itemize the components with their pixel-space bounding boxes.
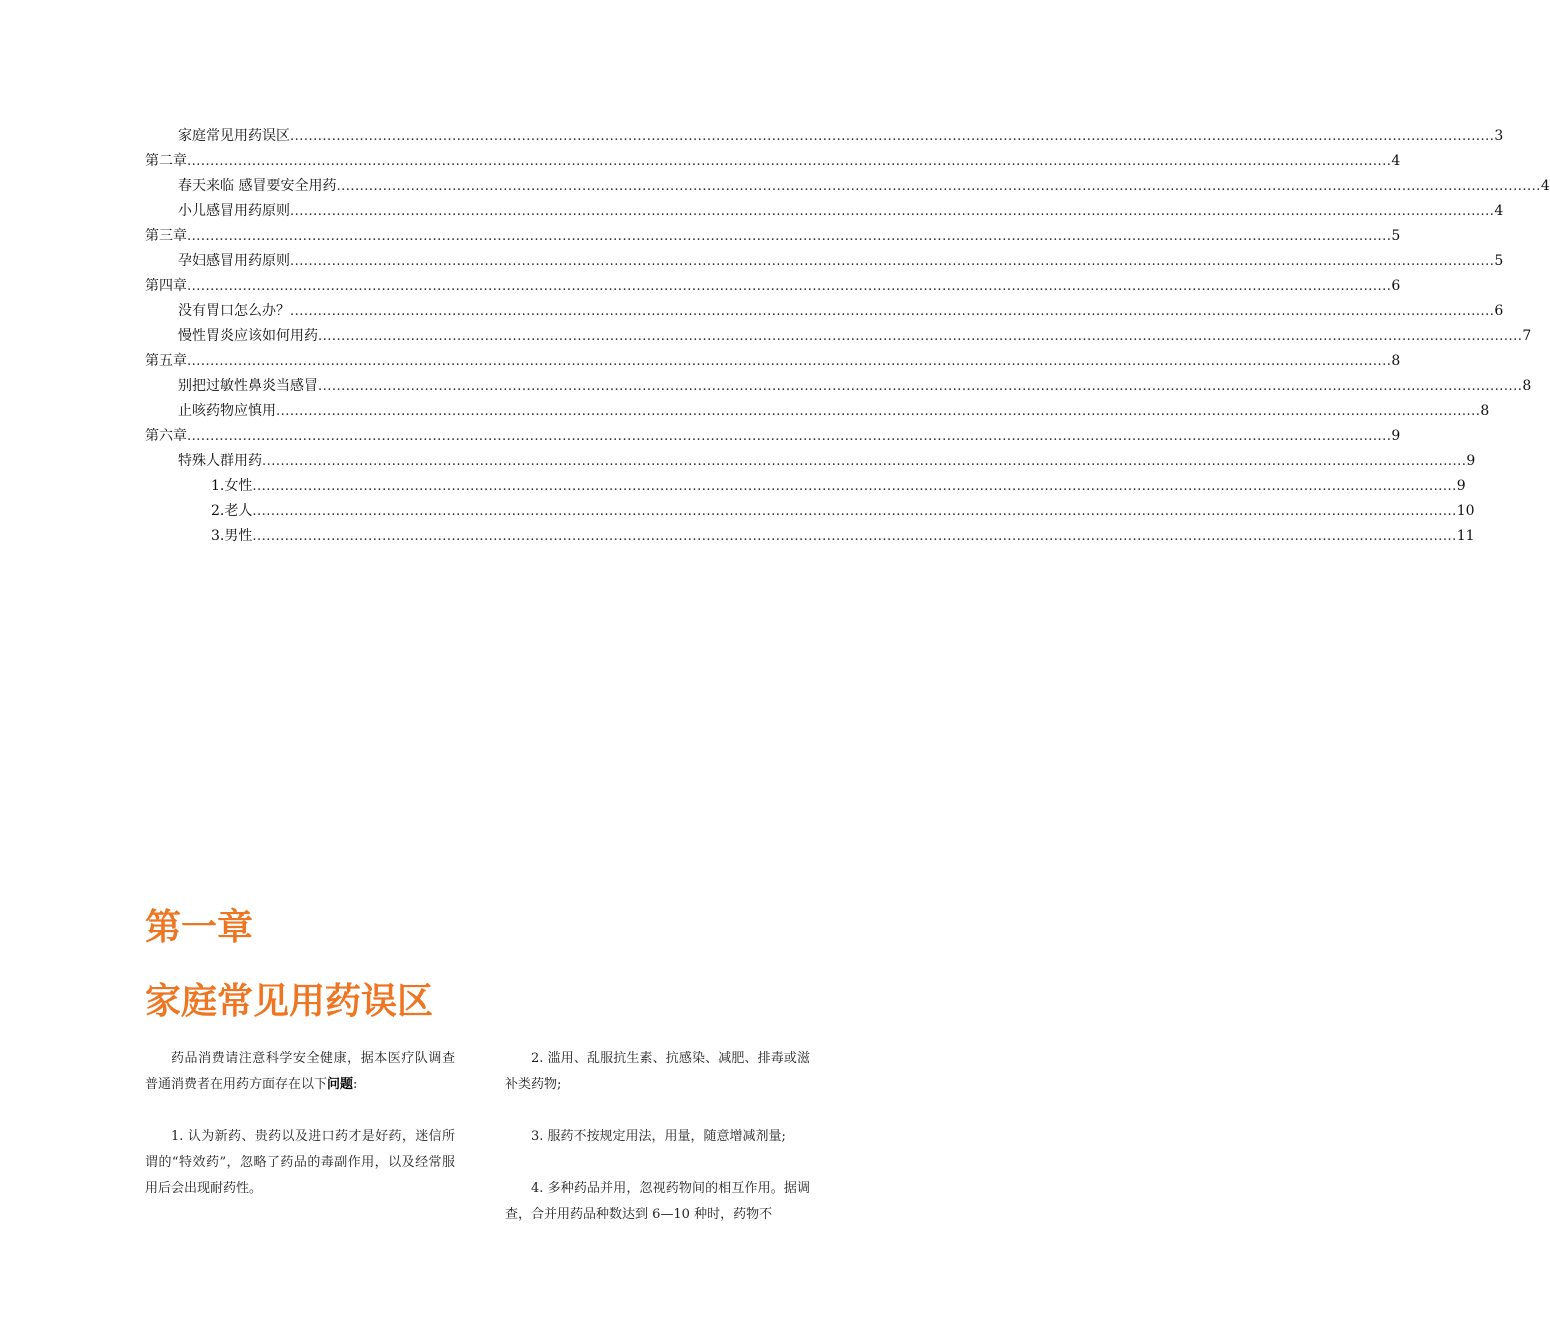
- toc-entry-title: 春天来临 感冒要安全用药: [178, 178, 337, 194]
- toc-entry-title: 第四章: [145, 278, 187, 294]
- toc-entry[interactable]: [145, 424, 1401, 449]
- toc-entry-title: 3.男性: [211, 528, 253, 544]
- toc-page-number: 9: [1456, 478, 1466, 494]
- toc-entry[interactable]: [145, 149, 1401, 174]
- misconception-item-2: 2. 滥用、乱服抗生素、抗感染、减肥、排毒或滋补类药物;: [505, 1051, 810, 1092]
- toc-entry-title: 2.老人: [211, 503, 253, 519]
- toc-entry[interactable]: [145, 399, 1490, 424]
- toc-dot-leader: ....................................................................................................................................................................................................................................................................: [187, 279, 1392, 294]
- toc-dot-leader: ....................................................................................................................................................................................................................................................................: [187, 154, 1392, 169]
- toc-page-number: 8: [1522, 378, 1532, 394]
- toc-entry[interactable]: [145, 499, 1475, 524]
- toc-dot-leader: ....................................................................................................................................................................................................................................................................: [290, 129, 1495, 144]
- intro-text: 药品消费请注意科学安全健康，据本医疗队调查普通消费者在用药方面存在以下: [145, 1051, 455, 1092]
- toc-dot-leader: ....................................................................................................................................................................................................................................................................: [252, 479, 1457, 494]
- toc-dot-leader: ....................................................................................................................................................................................................................................................................: [336, 179, 1541, 194]
- toc-entry-title: 第三章: [145, 228, 187, 244]
- toc-entry[interactable]: [145, 449, 1476, 474]
- toc-entry[interactable]: [145, 299, 1504, 324]
- toc-page-number: 8: [1480, 403, 1490, 419]
- toc-page-number: 4: [1540, 178, 1550, 194]
- toc-dot-leader: ....................................................................................................................................................................................................................................................................: [187, 354, 1392, 369]
- toc-page-number: 4: [1494, 203, 1504, 219]
- toc-entry[interactable]: [145, 524, 1475, 549]
- intro-end: :: [353, 1077, 358, 1092]
- toc-entry[interactable]: [145, 474, 1466, 499]
- toc-entry[interactable]: [145, 324, 1532, 349]
- toc-entry[interactable]: [145, 349, 1401, 374]
- toc-page-number: 4: [1391, 153, 1401, 169]
- toc-entry-title: 第五章: [145, 353, 187, 369]
- toc-page-number: 3: [1494, 128, 1504, 144]
- toc-dot-leader: ....................................................................................................................................................................................................................................................................: [276, 404, 1481, 419]
- toc-dot-leader: ....................................................................................................................................................................................................................................................................: [290, 254, 1495, 269]
- toc-dot-leader: ....................................................................................................................................................................................................................................................................: [318, 379, 1523, 394]
- toc-entry[interactable]: [145, 374, 1532, 399]
- table-of-contents: [145, 124, 1550, 549]
- misconception-item-1: 1. 认为新药、贵药以及进口药才是好药，迷信所谓的“特效药”，忽略了药品的毒副作用，以及经常服用后会出现耐药性。: [145, 1129, 455, 1196]
- right-column: [505, 1046, 810, 1228]
- toc-dot-leader: ....................................................................................................................................................................................................................................................................: [252, 529, 1457, 544]
- toc-entry-title: 孕妇感冒用药原则: [178, 253, 290, 269]
- toc-page-number: 6: [1391, 278, 1401, 294]
- toc-entry-title: 第六章: [145, 428, 187, 444]
- toc-dot-leader: ....................................................................................................................................................................................................................................................................: [187, 229, 1392, 244]
- toc-dot-leader: ....................................................................................................................................................................................................................................................................: [262, 454, 1467, 469]
- left-column: [145, 1046, 455, 1202]
- toc-page-number: 7: [1522, 328, 1532, 344]
- toc-dot-leader: ....................................................................................................................................................................................................................................................................: [290, 204, 1495, 219]
- toc-page-number: 8: [1391, 353, 1401, 369]
- toc-entry[interactable]: [145, 274, 1401, 299]
- intro-paragraph: [145, 1046, 455, 1098]
- toc-entry-title: 第二章: [145, 153, 187, 169]
- toc-entry-title: 小儿感冒用药原则: [178, 203, 290, 219]
- toc-entry-title: 慢性胃炎应该如何用药: [178, 328, 318, 344]
- misconception-item-4: 4. 多种药品并用，忽视药物间的相互作用。据调查，合并用药品种数达到 6—10 种时，药物不: [505, 1181, 810, 1222]
- toc-page-number: 9: [1391, 428, 1401, 444]
- toc-entry-title: 家庭常见用药误区: [178, 128, 290, 144]
- toc-entry[interactable]: [145, 249, 1504, 274]
- toc-page-number: 5: [1391, 228, 1401, 244]
- intro-bold-word: 问题: [327, 1077, 354, 1092]
- toc-entry[interactable]: [145, 124, 1504, 149]
- toc-page-number: 11: [1456, 528, 1475, 544]
- toc-entry-title: 别把过敏性鼻炎当感冒: [178, 378, 318, 394]
- toc-dot-leader: ....................................................................................................................................................................................................................................................................: [187, 429, 1392, 444]
- toc-entry-title: 没有胃口怎么办？: [178, 303, 290, 319]
- toc-dot-leader: ....................................................................................................................................................................................................................................................................: [252, 504, 1457, 519]
- toc-entry[interactable]: [145, 224, 1401, 249]
- misconception-item-3: 3. 服药不按规定用法，用量，随意增减剂量;: [531, 1129, 786, 1144]
- chapter-title: 第一章: [145, 907, 254, 948]
- toc-entry-title: 特殊人群用药: [178, 453, 262, 469]
- toc-page-number: 10: [1456, 503, 1475, 519]
- toc-dot-leader: ....................................................................................................................................................................................................................................................................: [290, 304, 1495, 319]
- toc-page-number: 9: [1466, 453, 1476, 469]
- toc-page-number: 6: [1494, 303, 1504, 319]
- toc-page-number: 5: [1494, 253, 1504, 269]
- toc-entry[interactable]: [145, 174, 1550, 199]
- toc-dot-leader: ....................................................................................................................................................................................................................................................................: [318, 329, 1523, 344]
- toc-entry-title: 1.女性: [211, 478, 253, 494]
- toc-entry-title: 止咳药物应慎用: [178, 403, 276, 419]
- section-title: 家庭常见用药误区: [145, 981, 434, 1022]
- toc-entry[interactable]: [145, 199, 1504, 224]
